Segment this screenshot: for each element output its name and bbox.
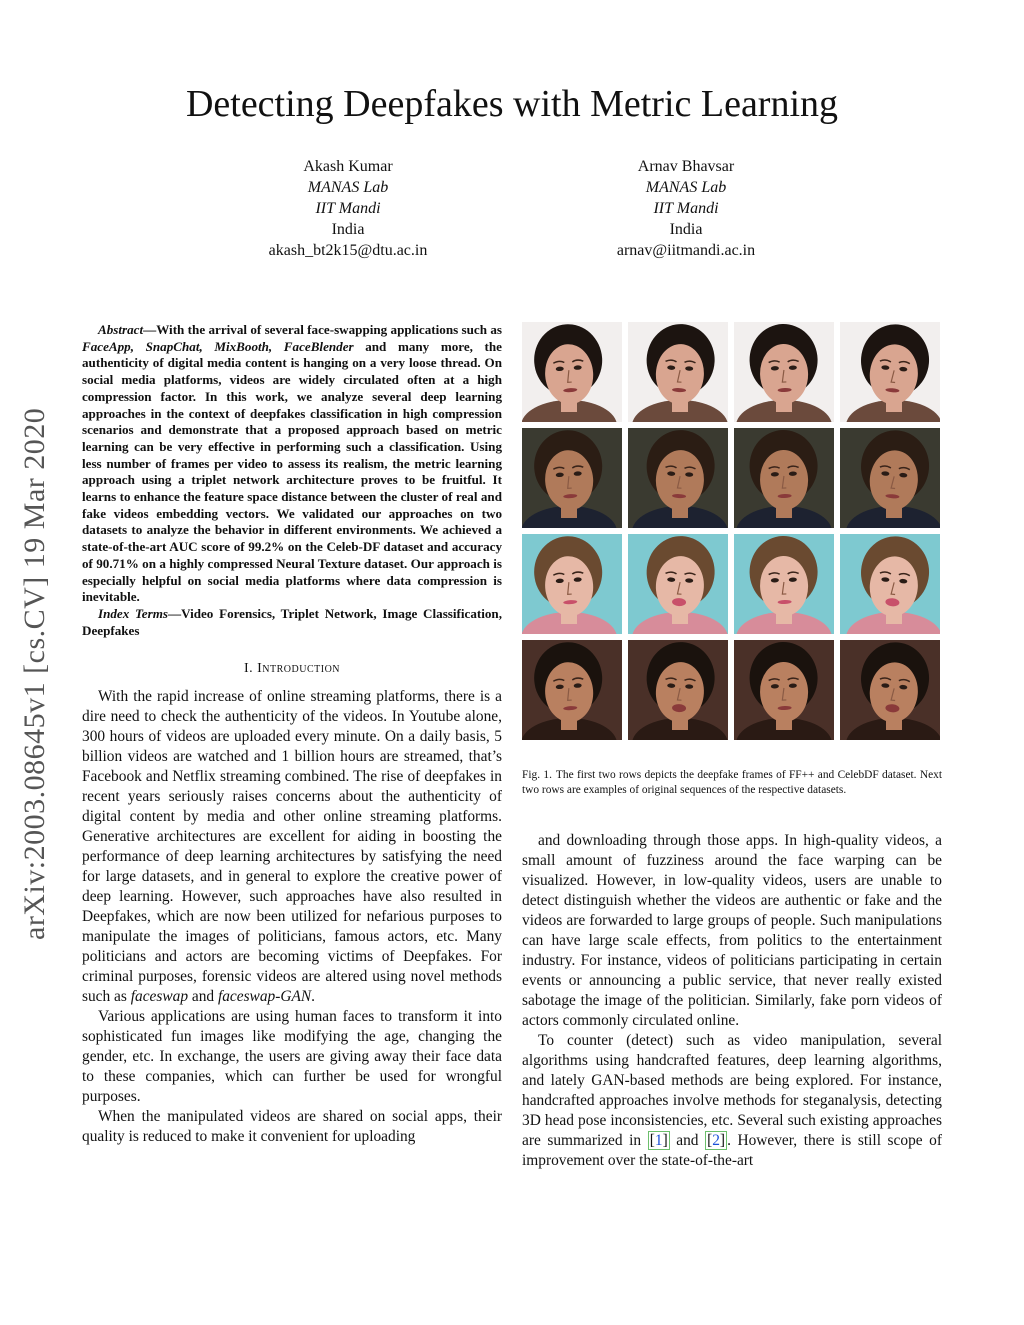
author-lab: MANAS Lab xyxy=(307,179,389,196)
citation-link-1[interactable] xyxy=(648,1131,670,1150)
face-image-row-1-col-3 xyxy=(734,322,834,422)
abstract-app-names: FaceApp, SnapChat, MixBooth, FaceBlender xyxy=(82,338,354,354)
author-institute: IIT Mandi xyxy=(315,200,381,217)
intro-p1-text: With the rapid increase of online streaming platforms, there is a dire need to check the authenticity of the videos. In Youtube alone, 300 hours of videos are uploaded every minute. On a daily basis, 5 billion videos are watched and 1 billion hours are streamed, that’s Facebook and Netflix streaming combined. The rise of deepfakes in recent years seriously raises concerns about the authenticity of digital content by media and other online streaming platforms. Generative architectures are excellent for aiding in boosting the performance of deep learning architectures by satisfying the need for large datasets, and in general to explore the creative power of deep learning. However, such approaches have also resulted in Deepfakes, which are now been utilized for nefarious purposes to manipulate the images of politicians, famous actors, etc. Many politicians and actors are becoming victims of Deepfakes. For criminal purposes, forensic videos are altered using novel methods such as xyxy=(82,688,502,1006)
abstract-dash: — xyxy=(143,322,157,337)
face-image-row-4-col-2 xyxy=(628,640,728,740)
intro-paragraph-4: and downloading through those apps. In high-quality videos, a small amount of fuzziness around the face warping can be visualized. However, in low-quality videos, users are unable to detect distinguish whether the videos are authentic or fake and the videos are forwarded to large groups of people. Such manipulations can have large scale effects, from politics to the entertainment industry. For instance, videos of politicians participating in certain events or announcing a public service, that never really existed sabotage the image of the politician. Similarly, fake porn videos of actors commonly circulated online. xyxy=(522,832,942,1030)
intro-p1-and: and xyxy=(188,988,218,1006)
figure-label: Fig. 1. xyxy=(522,769,552,781)
citation-link-2[interactable] xyxy=(705,1131,727,1150)
arxiv-identifier-stamp: arXiv:2003.08645v1 [cs.CV] 19 Mar 2020 xyxy=(18,407,51,940)
intro-paragraph-5 xyxy=(522,1031,942,1171)
face-image-row-3-col-2 xyxy=(628,534,728,634)
author-institute: IIT Mandi xyxy=(653,200,719,217)
abstract-text-1: With the arrival of several face-swapping applications such as xyxy=(156,322,502,337)
author-name: Arnav Bhavsar xyxy=(637,158,735,175)
figure-1-grid xyxy=(522,322,940,740)
figure-1-caption xyxy=(522,768,942,797)
face-image-row-3-col-1 xyxy=(522,534,622,634)
intro-p5-and: and xyxy=(669,1132,706,1150)
section-heading-introduction xyxy=(82,661,502,677)
citation-1[interactable]: [ 1 ] xyxy=(650,1132,668,1149)
intro-p5-text: To counter (detect) such as video manipulation, several algorithms using handcrafted features, deep learning algorithms, and lately GAN-based methods are being explored. For instance, handcrafted approaches involve methods for steganalysis, detecting 3D head pose inconsistencies, etc. Several such existing approaches are summarized in xyxy=(522,1032,942,1150)
author-email: akash_bt2k15@dtu.ac.in xyxy=(268,242,428,259)
face-image-row-2-col-4 xyxy=(840,428,940,528)
abstract-text-2: and many more, the authenticity of digital media content is hanging on a very loose thread. On social media platforms, videos are widely circulated often at a high compression factor. In this work, we analyze several deep learning approaches in the context of deepfakes classification in high compression scenarios and demonstrate that a proposed approach based on metric learning can be very effective in performing such a classification. Using less number of frames per video to assess its realism, the metric learning approach using a triplet network architecture proves to be fruitful. It learns to enhance the feature space distance between the cluster of real and fake videos embedding vectors. We validated our approaches on two datasets to analyze the behavior in different environments. We achieved a state-of-the-art AUC score of 99.2% on the Celeb-DF dataset and accuracy of 90.71% on a highly compressed Neural Texture dataset. Our approach is especially helpful on social media platforms where data compression is inevitable. xyxy=(82,338,502,605)
index-terms xyxy=(82,606,502,639)
author-block-2 xyxy=(556,156,816,261)
paper-title: Detecting Deepfakes with Metric Learning xyxy=(185,83,839,125)
face-image-row-1-col-1 xyxy=(522,322,622,422)
intro-paragraph-2: Various applications are using human faces to transform it into sophisticated fun images like modifying the age, changing the gender, etc. In exchange, the users are giving away their face data to these companies, which can further be used for wrongful purposes. xyxy=(82,1008,502,1106)
face-image-row-1-col-4 xyxy=(840,322,940,422)
citation-2[interactable]: [ 2 ] xyxy=(707,1132,725,1149)
face-image-row-4-col-3 xyxy=(734,640,834,740)
face-image-row-4-col-1 xyxy=(522,640,622,740)
face-image-row-2-col-3 xyxy=(734,428,834,528)
face-image-row-4-col-4 xyxy=(840,640,940,740)
intro-p5-end: . However, there is still scope of improvement over the state-of-the-art xyxy=(522,1132,942,1170)
author-lab: MANAS Lab xyxy=(645,179,727,196)
index-terms-label: Index Terms xyxy=(98,605,168,621)
author-country: India xyxy=(669,221,703,238)
abstract-label: Abstract xyxy=(98,322,144,337)
author-country: India xyxy=(331,221,365,238)
index-terms-text: Video Forensics, Triplet Network, Image Classification, Deepfakes xyxy=(82,605,502,638)
right-column xyxy=(522,322,942,1171)
author-email: arnav@iitmandi.ac.in xyxy=(616,242,756,259)
author-name: Akash Kumar xyxy=(303,158,393,175)
section-title: Introduction xyxy=(257,661,341,677)
face-image-row-2-col-2 xyxy=(628,428,728,528)
intro-p1-faceswap-gan: faceswap-GAN xyxy=(217,988,312,1006)
face-image-row-1-col-2 xyxy=(628,322,728,422)
face-image-row-3-col-4 xyxy=(840,534,940,634)
figure-caption-text: The first two rows depicts the deepfake frames of FF++ and CelebDF dataset. Next two rows are examples of original sequences of the respective datasets. xyxy=(522,769,942,796)
intro-p1-end: . xyxy=(311,988,315,1006)
intro-paragraph-3: When the manipulated videos are shared on social apps, their quality is reduced to make it convenient for uploading xyxy=(82,1108,502,1146)
abstract xyxy=(82,322,502,606)
author-block-1 xyxy=(218,156,478,261)
left-column xyxy=(82,322,502,1147)
index-terms-dash: — xyxy=(168,605,182,621)
right-body-text xyxy=(522,831,942,1171)
intro-p1-faceswap: faceswap xyxy=(130,988,189,1006)
face-image-row-3-col-3 xyxy=(734,534,834,634)
section-number: I. xyxy=(243,661,258,677)
intro-paragraph-1 xyxy=(82,687,502,1007)
face-image-row-2-col-1 xyxy=(522,428,622,528)
